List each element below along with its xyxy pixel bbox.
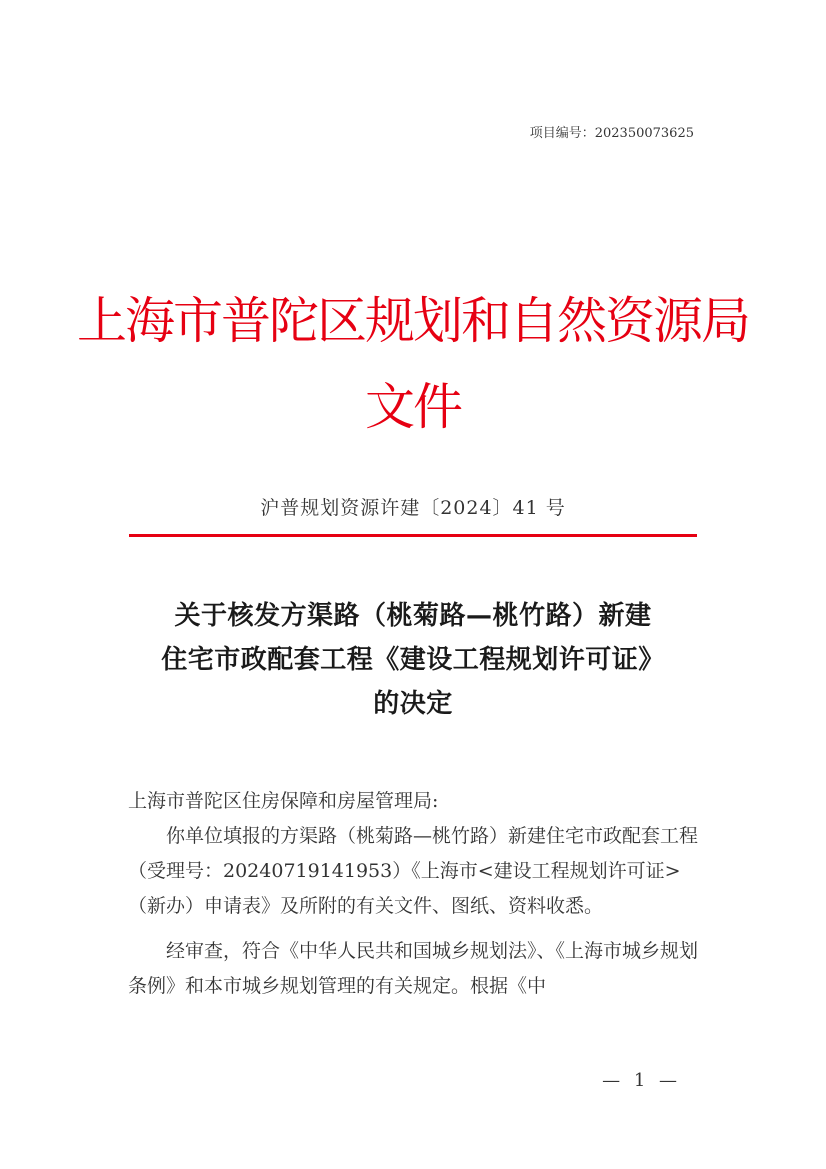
title-line-3: 的决定 (373, 689, 453, 719)
addressee: 上海市普陀区住房保障和房屋管理局: (128, 790, 439, 812)
page-number: — 1 — (602, 1070, 681, 1091)
document-number: 沪普规划资源许建〔2024〕41 号 (260, 497, 566, 519)
project-number: 项目编号：202350073625 (529, 126, 694, 141)
red-divider-line (129, 534, 697, 537)
body-paragraph-2: 经审查，符合《中华人民共和国城乡规划法》、《上海市城乡规划条例》和本市城乡规划管理的有关规定。根据《中 (128, 940, 699, 997)
issuer-name: 上海市普陀区规划和自然资源局 (77, 292, 749, 350)
document-body (128, 784, 700, 1004)
document-title (120, 594, 706, 726)
title-line-2: 住宅市政配套工程《建设工程规划许可证》 (161, 645, 665, 675)
issuer-doc-label: 文件 (365, 378, 461, 436)
issuer-header (0, 278, 826, 450)
body-paragraph-1: 你单位填报的方渠路（桃菊路—桃竹路）新建住宅市政配套工程（受理号：20240719141953）《上海市<建设工程规划许可证>（新办）申请表》及所附的有关文件、图纸、资料收悉。 (128, 825, 699, 917)
title-line-1: 关于核发方渠路（桃菊路—桃竹路）新建 (174, 601, 652, 631)
